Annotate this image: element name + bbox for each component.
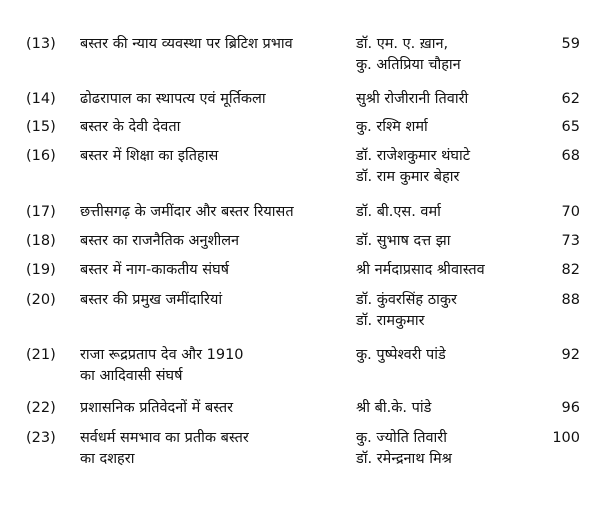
entry-author: कु. अतिप्रिया चौहान <box>356 57 461 73</box>
entry-title <box>80 428 330 470</box>
entry-authors <box>356 89 531 110</box>
entry-authors <box>356 117 531 138</box>
entry-page-number: 62 <box>561 91 580 107</box>
entry-number: (19) <box>26 262 56 278</box>
entry-number: (13) <box>26 36 56 52</box>
entry-title <box>80 202 330 223</box>
entry-page-number: 92 <box>561 347 580 363</box>
entry-title-line: बस्तर के देवी देवता <box>80 119 181 135</box>
entry-author: डॉ. एम. ए. ख़ान, <box>356 36 449 52</box>
entry-number: (16) <box>26 148 56 164</box>
entry-title <box>80 146 330 167</box>
entry-author: श्री नर्मदाप्रसाद श्रीवास्तव <box>356 262 485 278</box>
entry-author: डॉ. राजेशकुमार थंघाटे <box>356 148 471 164</box>
entry-page-number: 96 <box>561 400 580 416</box>
entry-title <box>80 34 330 55</box>
entry-number: (14) <box>26 91 56 107</box>
entry-title <box>80 290 330 311</box>
entry-page-number: 100 <box>552 430 580 446</box>
entry-title-line: बस्तर की न्याय व्यवस्था पर ब्रिटिश प्रभाव <box>80 36 293 52</box>
entry-title-line: सर्वधर्म समभाव का प्रतीक बस्तर <box>80 430 249 446</box>
entry-page-number: 82 <box>561 262 580 278</box>
entry-author: डॉ. रमेन्द्रनाथ मिश्र <box>356 451 452 467</box>
entry-number: (17) <box>26 204 56 220</box>
entry-title-line: बस्तर में शिक्षा का इतिहास <box>80 148 219 164</box>
entry-authors <box>356 428 531 470</box>
entry-page-number: 65 <box>561 119 580 135</box>
entry-page-number: 68 <box>561 148 580 164</box>
entry-title <box>80 398 330 419</box>
entry-title-line: बस्तर में नाग-काकतीय संघर्ष <box>80 262 230 278</box>
entry-title-line: प्रशासनिक प्रतिवेदनों में बस्तर <box>80 400 234 416</box>
entry-number: (20) <box>26 292 56 308</box>
entry-title-line: बस्तर की प्रमुख जमींदारियां <box>80 292 223 308</box>
entry-number: (22) <box>26 400 56 416</box>
entry-authors <box>356 260 531 281</box>
entry-title <box>80 117 330 138</box>
entry-title <box>80 231 330 252</box>
entry-authors <box>356 398 531 419</box>
entry-page-number: 70 <box>561 204 580 220</box>
entry-author: डॉ. राम कुमार बेहार <box>356 169 460 185</box>
entry-authors <box>356 202 531 223</box>
entry-number: (18) <box>26 233 56 249</box>
entry-page-number: 59 <box>561 36 580 52</box>
entry-author: कु. रश्मि शर्मा <box>356 119 428 135</box>
entry-title-line: ढोढरापाल का स्थापत्य एवं मूर्तिकला <box>80 91 266 107</box>
entry-authors <box>356 290 531 332</box>
entry-title-line: का आदिवासी संघर्ष <box>80 368 183 384</box>
entry-title <box>80 89 330 110</box>
entry-author: सुश्री रोजीरानी तिवारी <box>356 91 469 107</box>
entry-title-line: राजा रूद्रप्रताप देव और 1910 <box>80 347 244 363</box>
entry-title-line: का दशहरा <box>80 451 135 467</box>
entry-title-line: बस्तर का राजनैतिक अनुशीलन <box>80 233 240 249</box>
entry-author: डॉ. बी.एस. वर्मा <box>356 204 441 220</box>
entry-page-number: 88 <box>561 292 580 308</box>
entry-title-line: छत्तीसगढ़ के जमींदार और बस्तर रियासत <box>80 204 294 220</box>
entry-authors <box>356 34 531 76</box>
entry-number: (15) <box>26 119 56 135</box>
entry-authors <box>356 345 531 366</box>
entry-number: (21) <box>26 347 56 363</box>
entry-authors <box>356 146 531 188</box>
entry-authors <box>356 231 531 252</box>
entry-number: (23) <box>26 430 56 446</box>
entry-author: श्री बी.के. पांडे <box>356 400 432 416</box>
entry-author: कु. पुष्पेश्वरी पांडे <box>356 347 446 363</box>
entry-title <box>80 260 330 281</box>
entry-page-number: 73 <box>561 233 580 249</box>
entry-author: डॉ. सुभाष दत्त झा <box>356 233 451 249</box>
entry-author: कु. ज्योति तिवारी <box>356 430 447 446</box>
entry-author: डॉ. रामकुमार <box>356 313 425 329</box>
entry-title <box>80 345 330 387</box>
entry-author: डॉ. कुंवरसिंह ठाकुर <box>356 292 457 308</box>
